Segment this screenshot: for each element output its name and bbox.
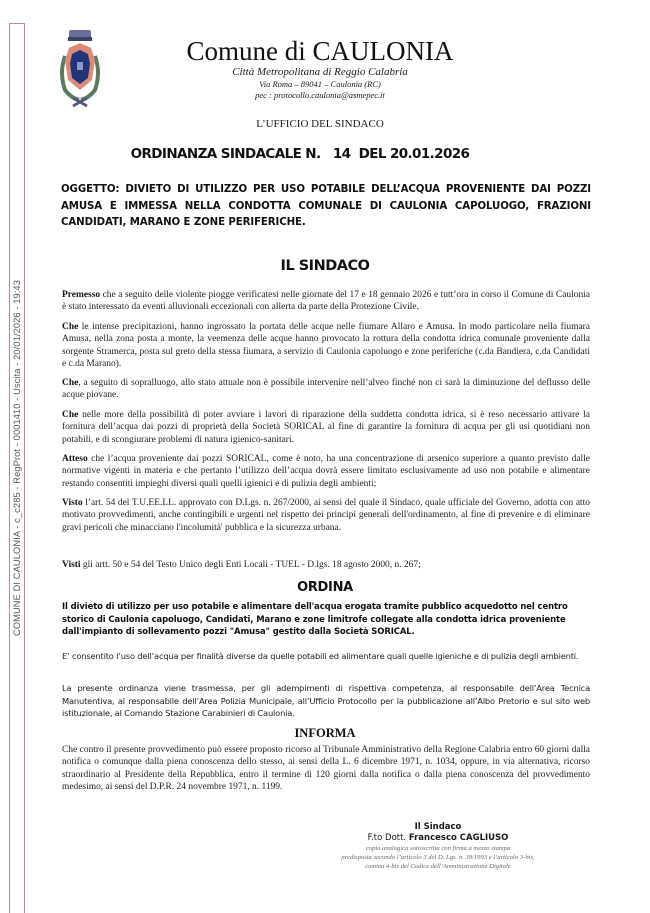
premise-lead: Atteso [62,454,88,464]
ordina-text: Il divieto di utilizzo per uso potabile e alimentare dell'acqua erogata tramite pubblico acquedotto nel centro storico di Caulonia capoluogo, Candidati, Marano e zone limitrofe collegate alla condotta idrica proveniente dall'impianto di sollevamento pozzi "Amusa" gestito dalla Società SORICAL. [62,601,568,636]
ordina-paragraph: La presente ordinanza viene trasmessa, per gli adempimenti di rispettiva competenza, al responsabile dell’Area Tecnica Manutentiva, al responsabile dell’Area Polizia Municipale, all’Ufficio Protocollo per la pubblicazione all’Albo Pretorio e sul sito web istituzionale, al Comando Stazione Carabinieri di Caulonia. [62,683,590,719]
office-name: L’UFFICIO DEL SINDACO [256,118,384,130]
premise-lead: Visto [62,498,83,508]
sindaco-heading: IL SINDACO [280,258,370,274]
premise-paragraph [62,409,590,446]
premise-paragraph [62,559,590,571]
premise-text: che l’acqua proveniente dai pozzi SORICAL, come è noto, ha una concentrazione di arsenico superiore a quanto previsto dalle normative vigenti in materia e che pertanto l’utilizzo dell’acqua dovrà essere limitato esclusivamente ad uso non potabile e alimentare restando consentiti impieghi diversi quali quelli igienici e di pulizia degli ambienti; [62,454,590,489]
signature-note: predisposta secondo l’articolo 3 del D. Lgs. n. 39/1993 e l’articolo 3-bis, [341,854,535,861]
premise-text: l’art. 54 del T.U.EE.LL. approvato con D.Lgs. n. 267/2000, ai sensi del quale il Sindaco, quale ufficiale del Governo, adotta con atto motivato provvedimenti, anche contingibili e urgenti nel rispetto dei principi generali dell'ordinamento, al fine di prevenire e di eliminare gravi pericoli che minacciano l'incolumità' pubblica e la sicurezza urbana. [62,498,590,533]
municipality-address: Via Roma – 89041 – Caulonia (RC) [259,79,381,89]
signature-prefix: F.to Dott. [367,833,409,843]
premise-text: gli artt. 50 e 54 del Testo Unico degli Enti Locali - TUEL - D.lgs. 18 agosto 2000, n. 267; [80,560,421,570]
premise-lead: Visti [62,560,81,570]
premise-paragraph [62,453,590,490]
ordina-paragraph: E’ consentito l’uso dell’acqua per finalità diverse da quelle potabili ed alimentare quali quelle igieniche e di pulizia degli ambienti. [62,651,579,661]
premise-lead: Che [62,322,79,332]
premise-text: le intense precipitazioni, hanno ingrossato la portata delle acque nelle fiumare Allaro e Amusa. In modo particolare nella fiumara Amusa, nella zona posta a monte, la veemenza delle acque hanno provocato la rottura della condotta idrica comunale proveniente dalla sorgente Stramerca, posta sul greto della stessa fiumara, a servizio di Caulonia capoluogo e zone periferiche (c.da Bandiera, c.da Candidati e c.da Marano). [62,322,590,369]
municipality-pec: pec : protocollo.caulonia@asmepec.it [255,90,385,100]
signature-name: Francesco CAGLIUSO [408,833,509,843]
ordinance-subject: OGGETTO: DIVIETO DI UTILIZZO PER USO POTABILE DELL’ACQUA PROVENIENTE DAI POZZI AMUSA E IMMESSA NELLA CONDOTTA COMUNALE DI CAULONIA CAPOLUOGO, FRAZIONI CANDIDATI, MARANO E ZONE PERIFERICHE. [61,184,591,228]
premise-lead: Che [62,410,79,420]
signature-block [318,822,558,871]
informa-heading: INFORMA [294,726,356,740]
ordinance-title: ORDINANZA SINDACALE N. 14 DEL 20.01.2026 [130,146,470,162]
municipality-title: Comune di CAULONIA [186,36,454,66]
protocol-stamp-text: COMUNE DI CAULONIA - c_c285 - RegProt - 0001410 - Uscita - 20/01/2026 - 19:43 [12,280,22,636]
premise-lead: Che [62,378,79,388]
signature-name-line [318,833,558,844]
signature-note: copia analogica sottoscritta con firma a mezzo stampa [365,845,511,852]
premise-text: , a seguito di sopralluogo, allo stato attuale non è possibile intervenire nell’alveo finché non ci sarà la diminuzione del deflusso delle acque piovane. [62,378,590,401]
premise-paragraph [62,289,590,314]
premise-paragraph [62,377,590,402]
premise-text: che a seguito delle violente piogge verificatesi nelle giornate del 17 e 18 gennaio 2026 e tutt’ora in corso il Comune di Caulonia è stato interessato da eventi alluvionali eccezionali con allerta da parte della Protezione Civile. [62,290,590,313]
municipality-subtitle: Città Metropolitana di Reggio Calabria [232,66,408,78]
coat-of-arms-icon [55,28,105,108]
informa-paragraph: Che contro il presente provvedimento può essere proposto ricorso al Tribunale Amministrativo della Regione Calabria entro 60 giorni dalla notifica o comunque dalla piena conoscenza dello stesso, ai sensi della L. 6 dicembre 1971, n. 1034, oppure, in via alternativa, ricorso straordinario al Presidente della Repubblica, entro il termine di 120 giorni dalla notifica o dalla piena conoscenza del provvedimento medesimo, ai sensi del D.P.R. 24 novembre 1971, n. 1199. [62,745,590,792]
premise-paragraph [62,321,590,370]
premise-text: nelle more della possibilità di poter avviare i lavori di riparazione della suddetta condotta idrica, si è reso necessario attivare la fornitura dell’acqua dai pozzi di proprietà della Società SORICAL al fine di garantire la fornitura di acqua per gli usi quotidiani non potabili, e di scongiurare problemi di natura igienico-sanitari. [62,410,590,445]
letterhead [150,36,490,101]
signature-role: Il Sindaco [414,822,462,832]
signature-note: comma 4-bis del Codice dell’Amministrazione Digitale [365,863,511,870]
premise-paragraph [62,497,590,534]
ordina-heading: ORDINA [297,580,353,595]
premise-lead: Premesso [62,290,101,300]
